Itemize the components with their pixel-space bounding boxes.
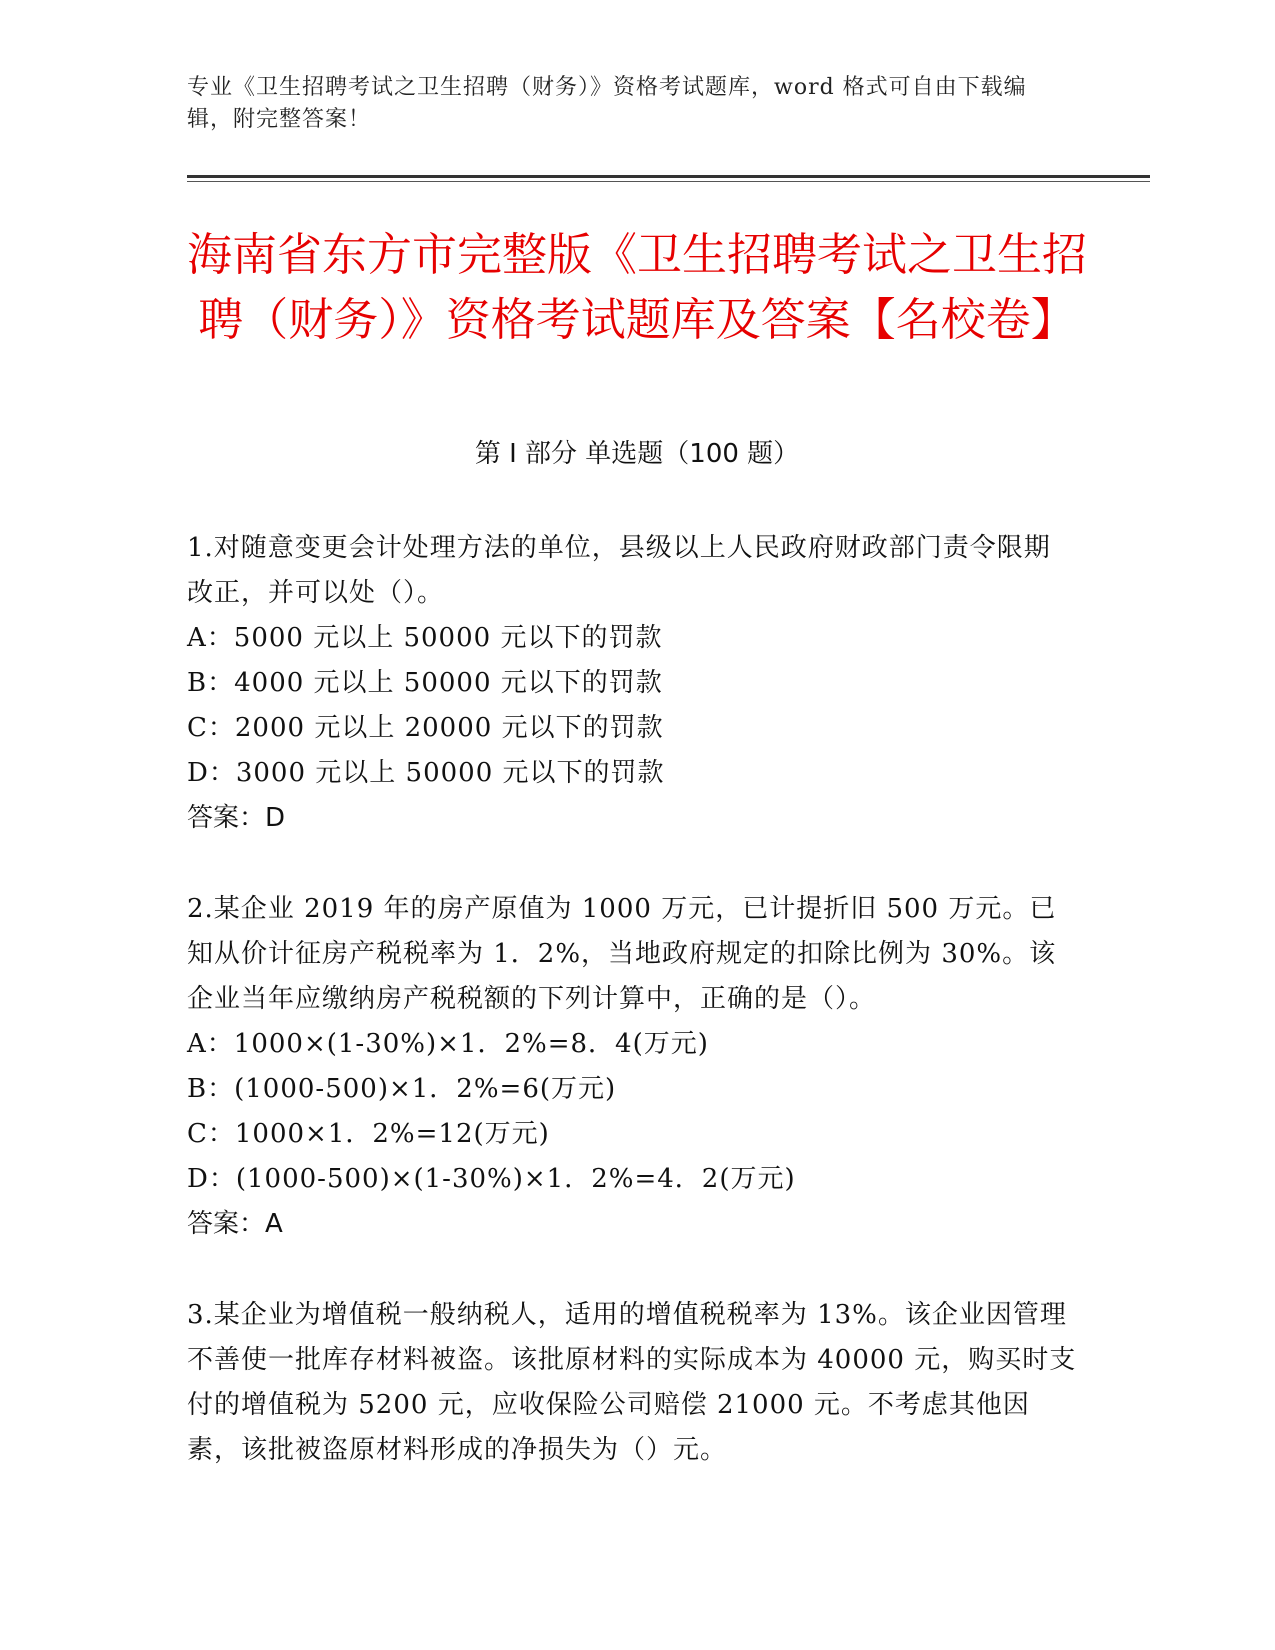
question-stem: 2.某企业 2019 年的房产原值为 1000 万元，已计提折旧 500 万元。已知从价计征房产税税率为 1．2%，当地政府规定的扣除比例为 30%。该企业当年应缴纳房产税税额的下列计算中，正确的是（）。: [187, 894, 1057, 1014]
option-b: B：4000 元以上 50000 元以下的罚款: [187, 668, 663, 698]
option-b: B：(1000-500)×1．2%=6(万元): [187, 1074, 617, 1104]
option-d: D：(1000-500)×(1-30%)×1．2%=4．2(万元): [187, 1164, 796, 1194]
answer-line: 答案：D: [187, 803, 286, 833]
question-stem: 3.某企业为增值税一般纳税人，适用的增值税税率为 13%。该企业因管理不善使一批库存材料被盗。该批原材料的实际成本为 40000 元，购买时支付的增值税为 5200 元，应收保险公司赔偿 21000 元。不考虑其他因素，该批被盗原材料形成的净损失为（）元。: [187, 1300, 1077, 1465]
question-3: [187, 1293, 1077, 1473]
option-a: A：5000 元以上 50000 元以下的罚款: [187, 623, 663, 653]
header-divider-thin: [187, 181, 1150, 182]
section-heading: 第 I 部分 单选题（100 题）: [474, 439, 800, 469]
question-2: [187, 887, 1077, 1247]
option-c: C：2000 元以上 20000 元以下的罚款: [187, 713, 664, 743]
header-divider-thick: [187, 175, 1150, 178]
option-d: D：3000 元以上 50000 元以下的罚款: [187, 758, 665, 788]
option-c: C：1000×1．2%=12(万元): [187, 1119, 550, 1149]
header-note: 专业《卫生招聘考试之卫生招聘（财务）》资格考试题库，word 格式可自由下载编辑，附完整答案！: [187, 75, 1027, 132]
document-title: 海南省东方市完整版《卫生招聘考试之卫生招聘（财务）》资格考试题库及答案【名校卷】: [187, 228, 1088, 346]
question-list: [187, 526, 1077, 1519]
option-a: A：1000×(1-30%)×1．2%=8．4(万元): [187, 1029, 709, 1059]
question-1: [187, 526, 1077, 841]
question-stem: 1.对随意变更会计处理方法的单位，县级以上人民政府财政部门责令限期改正，并可以处（）。: [187, 533, 1051, 608]
answer-line: 答案：A: [187, 1209, 283, 1239]
